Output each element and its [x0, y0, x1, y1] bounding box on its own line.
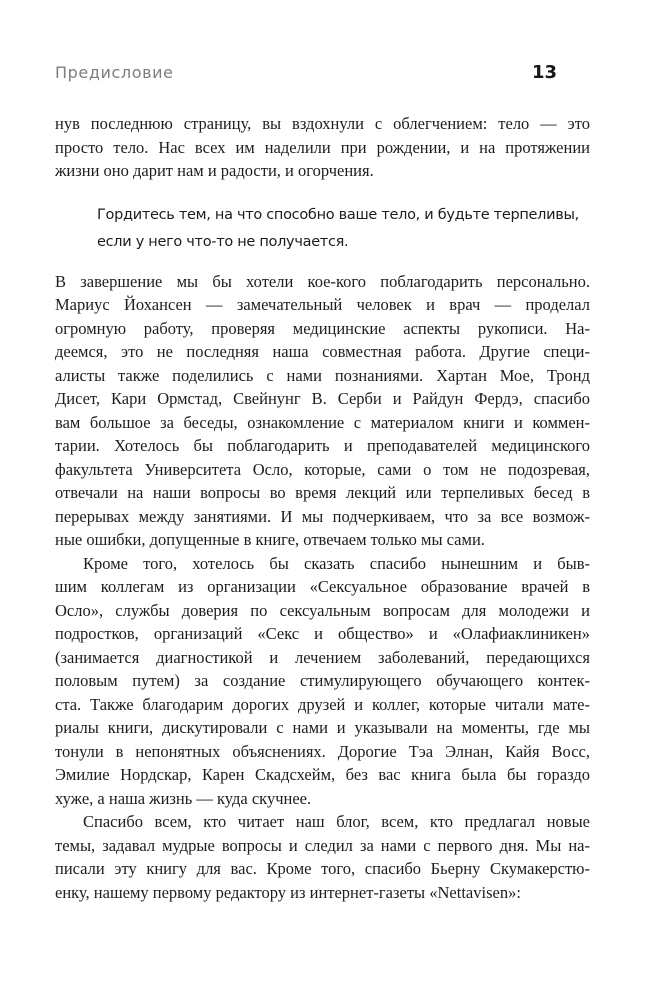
text-line: ста. Также благодарим дорогих друзей и коллег, которые читали мате- — [55, 694, 590, 714]
running-title: Предисловие — [55, 63, 174, 82]
text-line: вам большое за беседы, ознакомление с материалом книги и коммен- — [55, 412, 590, 432]
text-line: Осло», службы доверия по сексуальным вопросам для молодежи и — [55, 600, 590, 620]
text-line: факультета Университета Осло, которые, сами о том не подозревая, — [55, 459, 590, 479]
text-line: (занимается диагностикой и лечением заболеваний, передающихся — [55, 647, 590, 667]
page-number: 13 — [531, 62, 557, 83]
text-line: В завершение мы бы хотели кое-кого поблагодарить персонально. — [55, 271, 590, 291]
text-line: нув последнюю страницу, вы вздохнули с облегчением: тело — это — [55, 114, 590, 133]
text-line: если у него что-то не получается. — [97, 233, 349, 250]
text-paragraph — [55, 270, 590, 552]
text-line: шим коллегам из организации «Сексуальное образование врачей в — [55, 577, 590, 596]
text-line: Эмилие Нордскар, Карен Скадсхейм, без вас книга была бы гораздо — [55, 765, 590, 784]
epigraph-quote — [97, 202, 590, 256]
text-paragraph — [55, 810, 590, 904]
page-body — [55, 112, 590, 904]
text-line: темы, задавал мудрые вопросы и следил за нами с первого дня. Мы на- — [55, 835, 590, 855]
text-line: Спасибо всем, кто читает наш блог, всем, кто предлагал новые — [83, 812, 590, 831]
text-line: просто тело. Нас всех им наделили при рождении, и на протяжении — [55, 137, 590, 157]
text-line: ные ошибки, допущенные в книге, отвечаем только мы сами. — [55, 530, 485, 549]
text-line: Гордитесь тем, на что способно ваше тело, и будьте терпеливы, — [97, 206, 579, 223]
text-line: риалы книги, дискутировали с нами и указывали на моменты, где мы — [55, 718, 590, 737]
text-line: Кроме того, хотелось бы сказать спасибо нынешним и быв- — [83, 553, 590, 573]
text-line: алисты также поделились с нами познаниями. Хартан Мое, Тронд — [55, 365, 590, 385]
text-line: енку, нашему первому редактору из интернет-газеты «Nettavisen»: — [55, 882, 521, 902]
text-line: деемся, это не последняя наша совместная работа. Другие специ- — [55, 342, 590, 361]
page-header — [55, 62, 590, 88]
text-line: писали эту книгу для вас. Кроме того, спасибо Бьерну Скумакерстю- — [55, 859, 590, 878]
text-line: тарии. Хотелось бы поблагодарить и преподавателей медицинского — [55, 436, 590, 455]
text-paragraph — [55, 112, 590, 183]
text-line: Мариус Йохансен — замечательный человек и врач — проделал — [55, 295, 590, 314]
text-line: половым путем) за создание стимулирующего обучающего контек- — [55, 671, 590, 690]
text-line: перерывах между занятиями. И мы подчеркиваем, что за все возмож- — [55, 506, 590, 526]
text-line: огромную работу, проверяя медицинские аспекты рукописи. На- — [55, 318, 590, 338]
text-line: подростков, организаций «Секс и общество» и «Олафиаклиникен» — [55, 624, 590, 643]
text-line: Дисет, Кари Ормстад, Свейнунг В. Серби и Райдун Фердэ, спасибо — [55, 389, 590, 408]
text-line: жизни оно дарит нам и радости, и огорчения. — [55, 161, 374, 180]
text-paragraph — [55, 552, 590, 811]
text-line: тонули в непонятных объяснениях. Дорогие Тэа Элнан, Кайя Восс, — [55, 741, 590, 761]
text-line: отвечали на наши вопросы во время лекций или терпеливых бесед в — [55, 483, 590, 502]
text-line: хуже, а наша жизнь — куда скучнее. — [55, 788, 312, 808]
